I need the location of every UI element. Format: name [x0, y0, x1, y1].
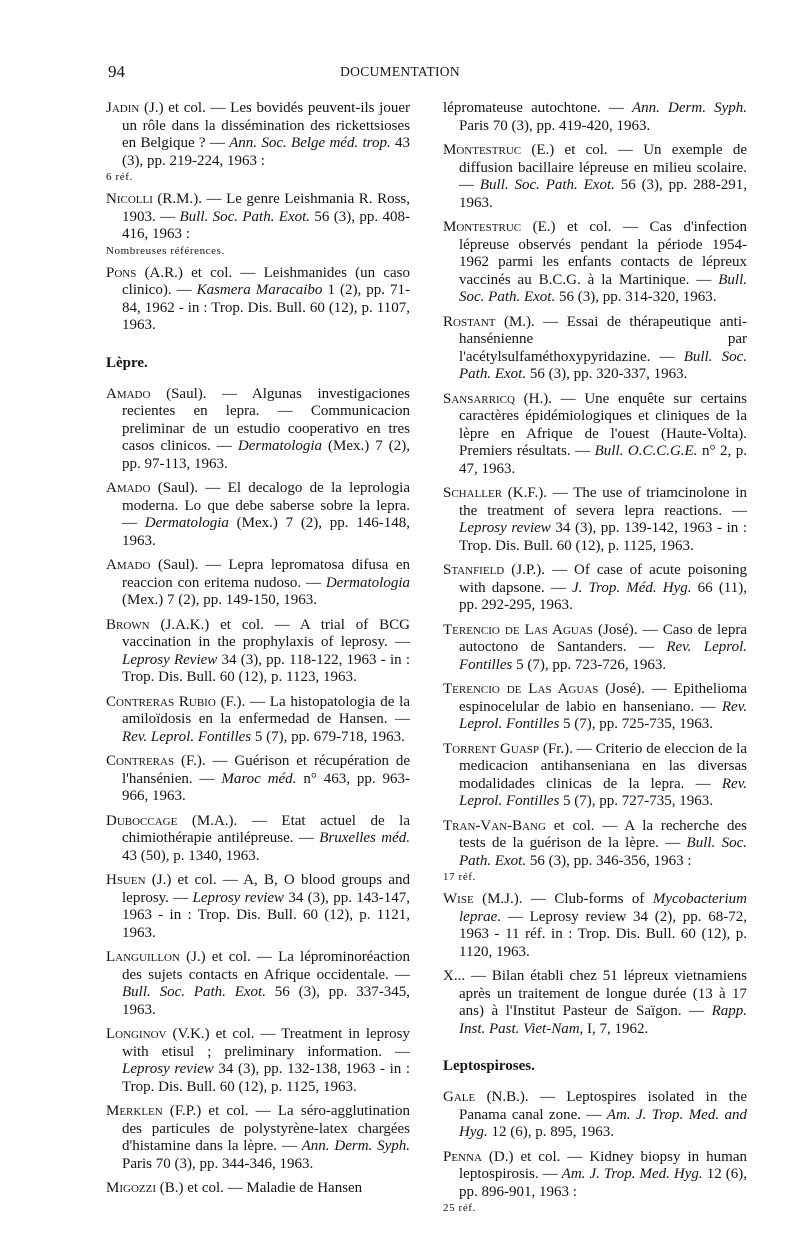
entry-note: Nombreuses références. — [106, 244, 225, 257]
entry-author: Jadin — [106, 100, 140, 116]
entry-author: Montestruc — [443, 219, 522, 235]
entry-text: (J.) et col. — Les bovidés peuvent-ils jouer un rôle dans la dissémination des rickettsioses en Belgique ? — — [122, 100, 410, 151]
bibliography-entry — [106, 753, 410, 806]
entry-reference: 5 (7), pp. 679-718, 1963. — [251, 728, 405, 745]
entry-reference: 56 (3), pp. 288-291, 1963. — [459, 177, 747, 211]
entry-text: (J.) et col. — A, B, O blood groups and leprosy. — — [122, 872, 410, 906]
entry-reference: I, 7, 1962. — [583, 1020, 649, 1037]
entry-text: (H.). — Une enquête sur certains caractères épidémiologiques et cliniques de la lèpre en Afrique de l'ouest (Haute-Volta). Premiers résultats. — — [459, 390, 747, 459]
right-column — [443, 100, 747, 1222]
entry-author: Stanfield — [443, 562, 505, 578]
entry-journal: Bull. Soc. Path. Exot. — [179, 208, 311, 225]
bibliography-entry — [443, 681, 747, 734]
entry-author: Contreras Rubio — [106, 693, 216, 710]
entry-text: (Fr.). — Criterio de eleccion de la medicacion antihanseniana en las diversas modalidades clinicas de la lepra. — — [459, 740, 747, 792]
entry-reference: 43 (3), pp. 219-224, 1963 : — [122, 135, 411, 169]
entry-author: Tran-Van-Bang — [443, 817, 546, 834]
entry-text: (E.) et col. — Un exemple de diffusion bacillaire lépreuse en milieu scolaire. — — [459, 142, 747, 193]
entry-author: Contreras — [106, 753, 175, 769]
entry-text: (D.) et col. — Kidney biopsy in human leptospirosis. — — [459, 1148, 747, 1182]
entry-text: (A.R.) et col. — Leishmanides (un caso clinico). — — [122, 264, 410, 298]
entry-author: Nicolli — [106, 191, 153, 207]
section-heading: Lèpre. — [106, 354, 148, 371]
entry-author: Longinov — [106, 1026, 167, 1042]
entry-reference: — Leprosy review 34 (2), pp. 68-72, 1963 - 11 réf. in : Trop. Dis. Bull. 60 (12), p. 1120, 1963. — [459, 908, 747, 960]
entry-reference: (Mex.) 7 (2), pp. 149-150, 1963. — [122, 592, 317, 608]
entry-author: Hsuen — [106, 872, 146, 888]
entry-author: Torrent Guasp — [443, 740, 540, 757]
entry-reference: n° 2, p. 47, 1963. — [459, 443, 748, 477]
entry-note: 6 réf. — [106, 171, 133, 183]
entry-reference: 5 (7), pp. 727-735, 1963. — [559, 793, 714, 809]
entry-text: (F.). — La histopatologia de la amiloïdosis en la enfermedad de Hansen. — — [122, 693, 410, 727]
entry-author: Montestruc — [443, 142, 522, 158]
entry-reference: 12 (6), pp. 896-901, 1963 : — [459, 1166, 747, 1200]
entry-reference: 43 (50), p. 1340, 1963. — [122, 847, 260, 864]
entry-text: (F.P.) et col. — La séro-agglutination des particules de polystyrène-latex chargées d'histamine dans la lèpre. — — [122, 1103, 410, 1154]
entry-journal: Dermatologia — [325, 574, 410, 591]
entry-journal: Bull. Soc. Path. Exot. — [479, 177, 615, 193]
entry-author: Brown — [106, 616, 150, 633]
left-column — [106, 100, 410, 1205]
entry-reference: 1 (2), pp. 71-84, 1962 - in : Trop. Dis. Bull. 60 (12), p. 1107, 1963. — [122, 282, 410, 333]
entry-note: 25 réf. — [443, 1202, 476, 1214]
bibliography-entry — [443, 968, 747, 1038]
entry-journal: Rev. Leprol. Fontilles — [459, 698, 747, 732]
entry-author: Terencio de Las Aguas — [443, 681, 599, 697]
bibliography-entry — [106, 191, 410, 258]
entry-journal: Ann. Derm. Syph. — [301, 1138, 410, 1154]
entry-reference: 34 (3), pp. 139-142, 1963 - in : Trop. Dis. Bull. 60 (12), p. 1125, 1963. — [459, 520, 748, 554]
bibliography-entry — [106, 617, 410, 687]
bibliography-entry — [106, 557, 410, 610]
bibliography-entry — [106, 265, 410, 335]
bibliography-entry — [106, 1180, 410, 1198]
entry-journal: Rev. Leprol. Fontilles — [122, 728, 252, 745]
bibliography-entry — [106, 813, 410, 866]
entry-author: Rostant — [443, 313, 496, 330]
bibliography-entry — [443, 391, 747, 479]
entry-reference: 34 (3), pp. 132-138, 1963 - in : Trop. Dis. Bull. 60 (12), p. 1125, 1963. — [122, 1061, 411, 1095]
entry-author: Penna — [443, 1148, 482, 1165]
entry-journal: Bull. Soc. Path. Exot. — [459, 348, 747, 382]
entry-text: (F.). — Guérison et récupération de l'hansénien. — — [122, 753, 410, 787]
entry-text: (R.M.). — Le genre Leishmania R. Ross, 1903. — — [122, 191, 410, 225]
entry-text: (M.J.). — Club-forms of — [473, 891, 653, 907]
entry-author: Terencio de Las Aguas — [443, 621, 593, 638]
entry-reference: 56 (3), pp. 408-416, 1963 : — [122, 208, 410, 242]
entry-author: Pons — [106, 264, 137, 281]
entry-text: — Bilan établi chez 51 lépreux vietnamiens après un traitement de longue durée (13 à 17 ans) à l'Institut Pasteur de Saïgon. — — [459, 968, 747, 1019]
bibliography-entry — [443, 314, 747, 384]
entry-text: (Saul). — Lepra lepromatosa difusa en reaccion con eritema nudoso. — — [122, 557, 410, 591]
entry-journal: Leprosy review — [122, 1061, 214, 1077]
entry-reference: 66 (11), pp. 292-295, 1963. — [459, 579, 747, 613]
entry-note: 17 réf. — [443, 871, 476, 883]
bibliography-entry — [106, 1026, 410, 1096]
entry-text: (V.K.) et col. — Treatment in leprosy with etisul ; preliminary information. — — [122, 1026, 410, 1060]
entry-author: Gale — [443, 1089, 476, 1105]
entry-journal: Bull. Soc. Path. Exot. — [122, 984, 266, 1000]
bibliography-entry — [443, 1149, 747, 1216]
entry-text: (José). — Epithelioma espinocelular de labio en hanseniano. — — [459, 681, 747, 715]
entry-journal: Dermatologia — [144, 515, 229, 531]
entry-author: Duboccage — [106, 812, 178, 829]
bibliography-entry — [106, 949, 410, 1019]
entry-text: (J.A.K.) et col. — A trial of BCG vaccination in the prophylaxis of leprosy. — — [122, 616, 410, 650]
entry-text: (Saul). — El decalogo de la leprologia moderna. Lo que debe saberse sobre la lepra. — — [122, 480, 410, 531]
entry-journal: Dermatologia — [237, 438, 323, 454]
bibliography-entry — [106, 480, 410, 550]
entry-reference: 5 (7), pp. 725-735, 1963. — [559, 716, 714, 732]
entry-reference: 56 (3), pp. 337-345, 1963. — [122, 984, 410, 1018]
entry-journal: Maroc méd. — [221, 770, 297, 787]
entry-journal: Leprosy review — [192, 889, 285, 906]
entry-author: Languillon — [106, 949, 180, 965]
entry-author: Migozzi — [106, 1180, 156, 1196]
entry-journal: Am. J. Trop. Med. Hyg. — [561, 1166, 703, 1182]
entry-author: Sansarricq — [443, 390, 515, 407]
entry-reference: 12 (6), p. 895, 1963. — [487, 1124, 614, 1140]
entry-reference: 56 (3), pp. 346-356, 1963 : — [526, 852, 692, 869]
running-head: DOCUMENTATION — [340, 64, 460, 79]
entry-reference: 56 (3), pp. 320-337, 1963. — [526, 366, 688, 382]
entry-reference: Paris 70 (3), pp. 419-420, 1963. — [459, 117, 651, 134]
entry-author: Schaller — [443, 485, 503, 501]
bibliography-entry — [443, 818, 747, 885]
entry-reference: (Mex.) 7 (2), pp. 97-113, 1963. — [122, 438, 410, 472]
entry-reference: Paris 70 (3), pp. 344-346, 1963. — [122, 1155, 314, 1172]
bibliography-entry — [106, 1103, 410, 1173]
entry-text: (M.). — Essai de thérapeutique anti-hansénienne par l'acétylsulfaméthoxypyridazine. — — [459, 313, 747, 365]
entry-text: (K.F.). — The use of triamcinolone in the treatment of severa lepra reactions. — — [459, 485, 747, 519]
bibliography-entry — [443, 1089, 747, 1142]
entry-journal: Ann. Derm. Syph. — [631, 100, 747, 116]
entry-text: et col. — A la recherche des tests de la guérison de la lèpre. — — [459, 817, 747, 851]
entry-journal: Bull. O.C.C.G.E. — [594, 443, 698, 459]
bibliography-entry — [106, 386, 410, 474]
entry-journal: Leprosy review — [459, 520, 551, 536]
bibliography-entry — [443, 622, 747, 675]
bibliography-entry — [443, 485, 747, 555]
bibliography-entry — [443, 562, 747, 615]
entry-text: (B.) et col. — Maladie de Hansen — [156, 1180, 363, 1196]
entry-text: lépromateuse autochtone. — — [443, 100, 632, 116]
entry-text: (J.) et col. — La léprominoréaction des sujets contacts en Afrique occidentale. — — [122, 949, 410, 983]
bibliography-entry — [106, 872, 410, 942]
page-number: 94 — [108, 62, 125, 81]
entry-text: (E.) et col. — Cas d'infection lépreuse observés pendant la période 1954-1962 parmi les enfants contacts de lépreux vaccinés au B.C.G. à la Martinique. — — [459, 219, 747, 288]
entry-text: (José). — Caso de lepra autoctono de Santanders. — — [459, 621, 747, 655]
entry-reference: 5 (7), pp. 723-726, 1963. — [512, 656, 667, 673]
entry-journal: Rev. Leprol. Fontilles — [459, 639, 747, 673]
entry-author: Wise — [443, 891, 474, 907]
entry-journal: Am. J. Trop. Med. and Hyg. — [459, 1106, 747, 1140]
entry-journal: Rapp. Inst. Past. Viet-Nam, — [459, 1003, 747, 1037]
entry-text: (Saul). — Algunas investigaciones recientes en lepra. — Communicacion preliminar de un estudio cooperativo en tres casos clinicos. — — [122, 385, 410, 454]
entry-author: Amado — [106, 480, 151, 496]
entry-journal: Bull. Soc. Path. Exot. — [459, 835, 747, 869]
entry-journal: Mycobacterium leprae. — [459, 891, 747, 925]
entry-journal: Ann. Soc. Belge méd. trop. — [229, 135, 391, 151]
entry-text: (J.P.). — Of case of acute poisoning with dapsone. — — [459, 562, 747, 596]
bibliography-entry — [443, 219, 747, 307]
entry-journal: Bruxelles méd. — [319, 830, 410, 846]
entry-journal: Kasmera Maracaibo — [196, 282, 323, 298]
entry-text: (N.B.). — Leptospires isolated in the Panama canal zone. — — [459, 1089, 747, 1123]
bibliography-entry — [106, 694, 410, 747]
bibliography-entry — [443, 741, 747, 811]
entry-author: Merklen — [106, 1103, 163, 1119]
entry-reference: 56 (3), pp. 314-320, 1963. — [555, 289, 717, 305]
bibliography-entry — [443, 891, 747, 961]
entry-journal: Bull. Soc. Path. Exot. — [459, 271, 747, 305]
section-heading: Leptospiroses. — [443, 1058, 535, 1074]
entry-journal: J. Trop. Méd. Hyg. — [572, 579, 692, 596]
entry-reference: 34 (3), pp. 118-122, 1963 - in : Trop. Dis. Bull. 60 (12), p. 1123, 1963. — [122, 651, 410, 685]
entry-author: X... — [443, 968, 466, 984]
bibliography-entry — [443, 100, 747, 135]
entry-reference: (Mex.) 7 (2), pp. 146-148, 1963. — [122, 515, 410, 549]
bibliography-entry — [443, 142, 747, 212]
entry-journal: Rev. Leprol. Fontilles — [459, 775, 747, 809]
bibliography-entry — [106, 100, 410, 184]
entry-reference: 34 (3), pp. 143-147, 1963 - in : Trop. Dis. Bull. 60 (12), p. 1121, 1963. — [122, 889, 411, 941]
entry-author: Amado — [106, 557, 151, 573]
entry-author: Amado — [106, 385, 151, 402]
entry-text: (M.A.). — Etat actuel de la chimiothérapie antilépreuse. — — [122, 812, 410, 846]
entry-reference: n° 463, pp. 963-966, 1963. — [122, 770, 410, 804]
entry-journal: Leprosy Review — [122, 651, 218, 668]
